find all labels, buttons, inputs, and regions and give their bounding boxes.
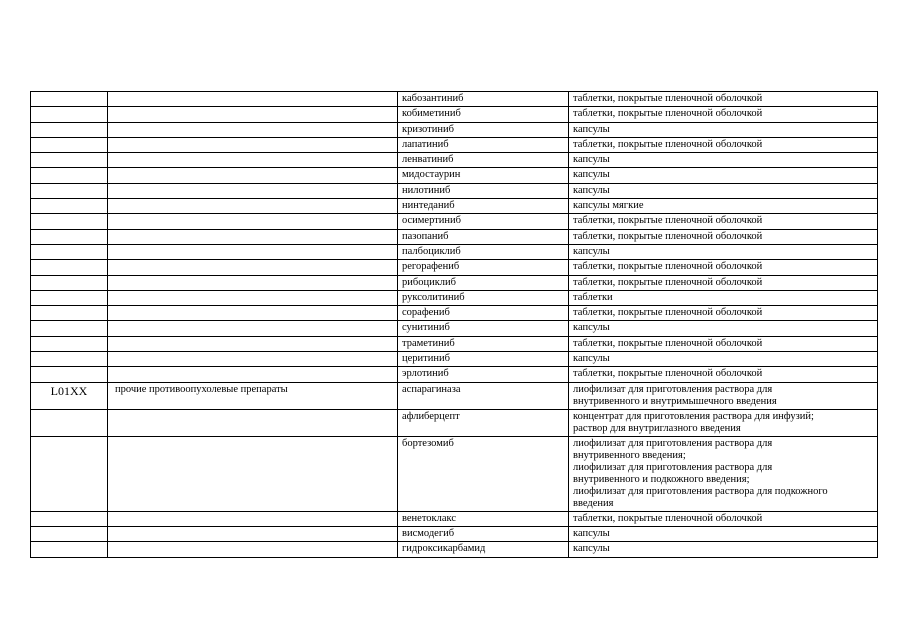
- table-row: [31, 107, 878, 122]
- dosage-form-cell: концентрат для приготовления раствора для инфузий; раствор для внутриглазного введения: [569, 409, 878, 436]
- drug-name-cell: рибоциклиб: [398, 275, 569, 290]
- dosage-form-cell: капсулы: [569, 526, 878, 541]
- atc-code-cell: [31, 122, 108, 137]
- dosage-form-cell: таблетки, покрытые пленочной оболочкой: [569, 229, 878, 244]
- table-row: [31, 153, 878, 168]
- drug-name-cell: палбоциклиб: [398, 244, 569, 259]
- pharmacological-group-cell: [108, 260, 398, 275]
- drug-name-cell: аспарагиназа: [398, 382, 569, 409]
- table-row: [31, 336, 878, 351]
- table-row: [31, 542, 878, 557]
- table-row: [31, 229, 878, 244]
- dosage-form-cell: капсулы: [569, 183, 878, 198]
- drug-name-cell: осимертиниб: [398, 214, 569, 229]
- table-row: [31, 306, 878, 321]
- pharmacological-group-cell: [108, 168, 398, 183]
- table-row: [31, 526, 878, 541]
- dosage-form-cell: лиофилизат для приготовления раствора для внутривенного введения; лиофилизат для приготовления раствора для внутривенного и подкожного введения; лиофилизат для приготовления раствора для подкожного введения: [569, 436, 878, 511]
- table-row: [31, 275, 878, 290]
- pharmacological-group-cell: [108, 183, 398, 198]
- drug-name-cell: висмодегиб: [398, 526, 569, 541]
- atc-code-cell: [31, 275, 108, 290]
- dosage-form-cell: лиофилизат для приготовления раствора для внутривенного и внутримышечного введения: [569, 382, 878, 409]
- pharmacological-group-cell: [108, 153, 398, 168]
- atc-code-cell: L01XX: [31, 382, 108, 409]
- atc-code-cell: [31, 153, 108, 168]
- drug-name-cell: ленватиниб: [398, 153, 569, 168]
- drug-name-cell: афлиберцепт: [398, 409, 569, 436]
- pharmacological-group-cell: [108, 199, 398, 214]
- pharmacological-group-cell: [108, 244, 398, 259]
- atc-code-cell: [31, 542, 108, 557]
- pharmacological-group-cell: [108, 306, 398, 321]
- table-row: [31, 168, 878, 183]
- atc-code-cell: [31, 107, 108, 122]
- dosage-form-cell: капсулы: [569, 168, 878, 183]
- dosage-form-cell: таблетки, покрытые пленочной оболочкой: [569, 137, 878, 152]
- atc-code-cell: [31, 199, 108, 214]
- drug-name-cell: мидостаурин: [398, 168, 569, 183]
- dosage-form-cell: капсулы: [569, 122, 878, 137]
- drug-name-cell: сорафениб: [398, 306, 569, 321]
- table-row: [31, 199, 878, 214]
- atc-code-cell: [31, 436, 108, 511]
- pharmacological-group-cell: [108, 107, 398, 122]
- atc-code-cell: [31, 306, 108, 321]
- drug-name-cell: регорафениб: [398, 260, 569, 275]
- drug-name-cell: кризотиниб: [398, 122, 569, 137]
- pharmacological-group-cell: [108, 122, 398, 137]
- drug-list-table: [30, 91, 878, 558]
- dosage-form-cell: капсулы: [569, 244, 878, 259]
- drug-name-cell: траметиниб: [398, 336, 569, 351]
- dosage-form-cell: таблетки, покрытые пленочной оболочкой: [569, 107, 878, 122]
- drug-name-cell: кобиметиниб: [398, 107, 569, 122]
- atc-code-cell: [31, 137, 108, 152]
- drug-name-cell: нилотиниб: [398, 183, 569, 198]
- pharmacological-group-cell: [108, 409, 398, 436]
- drug-name-cell: пазопаниб: [398, 229, 569, 244]
- table-row: [31, 260, 878, 275]
- dosage-form-cell: таблетки, покрытые пленочной оболочкой: [569, 260, 878, 275]
- table-row: [31, 122, 878, 137]
- table-row: [31, 352, 878, 367]
- table-row: [31, 382, 878, 409]
- pharmacological-group-cell: [108, 229, 398, 244]
- table-row: [31, 92, 878, 107]
- dosage-form-cell: капсулы: [569, 542, 878, 557]
- table-row: [31, 137, 878, 152]
- table-body: [31, 92, 878, 558]
- pharmacological-group-cell: [108, 275, 398, 290]
- atc-code-cell: [31, 526, 108, 541]
- drug-name-cell: венетоклакс: [398, 511, 569, 526]
- drug-name-cell: бортезомиб: [398, 436, 569, 511]
- dosage-form-cell: таблетки, покрытые пленочной оболочкой: [569, 275, 878, 290]
- drug-name-cell: церитиниб: [398, 352, 569, 367]
- table-row: [31, 290, 878, 305]
- dosage-form-cell: капсулы: [569, 153, 878, 168]
- drug-name-cell: руксолитиниб: [398, 290, 569, 305]
- dosage-form-cell: капсулы мягкие: [569, 199, 878, 214]
- table-row: [31, 409, 878, 436]
- table-row: [31, 436, 878, 511]
- atc-code-cell: [31, 290, 108, 305]
- atc-code-cell: [31, 367, 108, 382]
- pharmacological-group-cell: [108, 436, 398, 511]
- pharmacological-group-cell: прочие противоопухолевые препараты: [108, 382, 398, 409]
- pharmacological-group-cell: [108, 511, 398, 526]
- pharmacological-group-cell: [108, 336, 398, 351]
- pharmacological-group-cell: [108, 526, 398, 541]
- pharmacological-group-cell: [108, 214, 398, 229]
- dosage-form-cell: таблетки, покрытые пленочной оболочкой: [569, 511, 878, 526]
- pharmacological-group-cell: [108, 137, 398, 152]
- table-row: [31, 367, 878, 382]
- drug-name-cell: лапатиниб: [398, 137, 569, 152]
- dosage-form-cell: таблетки, покрытые пленочной оболочкой: [569, 214, 878, 229]
- drug-name-cell: эрлотиниб: [398, 367, 569, 382]
- dosage-form-cell: капсулы: [569, 321, 878, 336]
- table-row: [31, 511, 878, 526]
- table-row: [31, 183, 878, 198]
- drug-name-cell: сунитиниб: [398, 321, 569, 336]
- atc-code-cell: [31, 336, 108, 351]
- atc-code-cell: [31, 321, 108, 336]
- atc-code-cell: [31, 244, 108, 259]
- pharmacological-group-cell: [108, 352, 398, 367]
- dosage-form-cell: таблетки, покрытые пленочной оболочкой: [569, 306, 878, 321]
- table-row: [31, 321, 878, 336]
- atc-code-cell: [31, 168, 108, 183]
- dosage-form-cell: таблетки, покрытые пленочной оболочкой: [569, 367, 878, 382]
- pharmacological-group-cell: [108, 92, 398, 107]
- atc-code-cell: [31, 229, 108, 244]
- dosage-form-cell: таблетки, покрытые пленочной оболочкой: [569, 92, 878, 107]
- atc-code-cell: [31, 92, 108, 107]
- pharmacological-group-cell: [108, 367, 398, 382]
- drug-name-cell: нинтеданиб: [398, 199, 569, 214]
- table-row: [31, 214, 878, 229]
- atc-code-cell: [31, 260, 108, 275]
- pharmacological-group-cell: [108, 542, 398, 557]
- pharmacological-group-cell: [108, 321, 398, 336]
- dosage-form-cell: капсулы: [569, 352, 878, 367]
- atc-code-cell: [31, 352, 108, 367]
- pharmacological-group-cell: [108, 290, 398, 305]
- atc-code-cell: [31, 409, 108, 436]
- atc-code-cell: [31, 511, 108, 526]
- drug-name-cell: кабозантиниб: [398, 92, 569, 107]
- drug-name-cell: гидроксикарбамид: [398, 542, 569, 557]
- dosage-form-cell: таблетки: [569, 290, 878, 305]
- atc-code-cell: [31, 183, 108, 198]
- table-row: [31, 244, 878, 259]
- dosage-form-cell: таблетки, покрытые пленочной оболочкой: [569, 336, 878, 351]
- atc-code-cell: [31, 214, 108, 229]
